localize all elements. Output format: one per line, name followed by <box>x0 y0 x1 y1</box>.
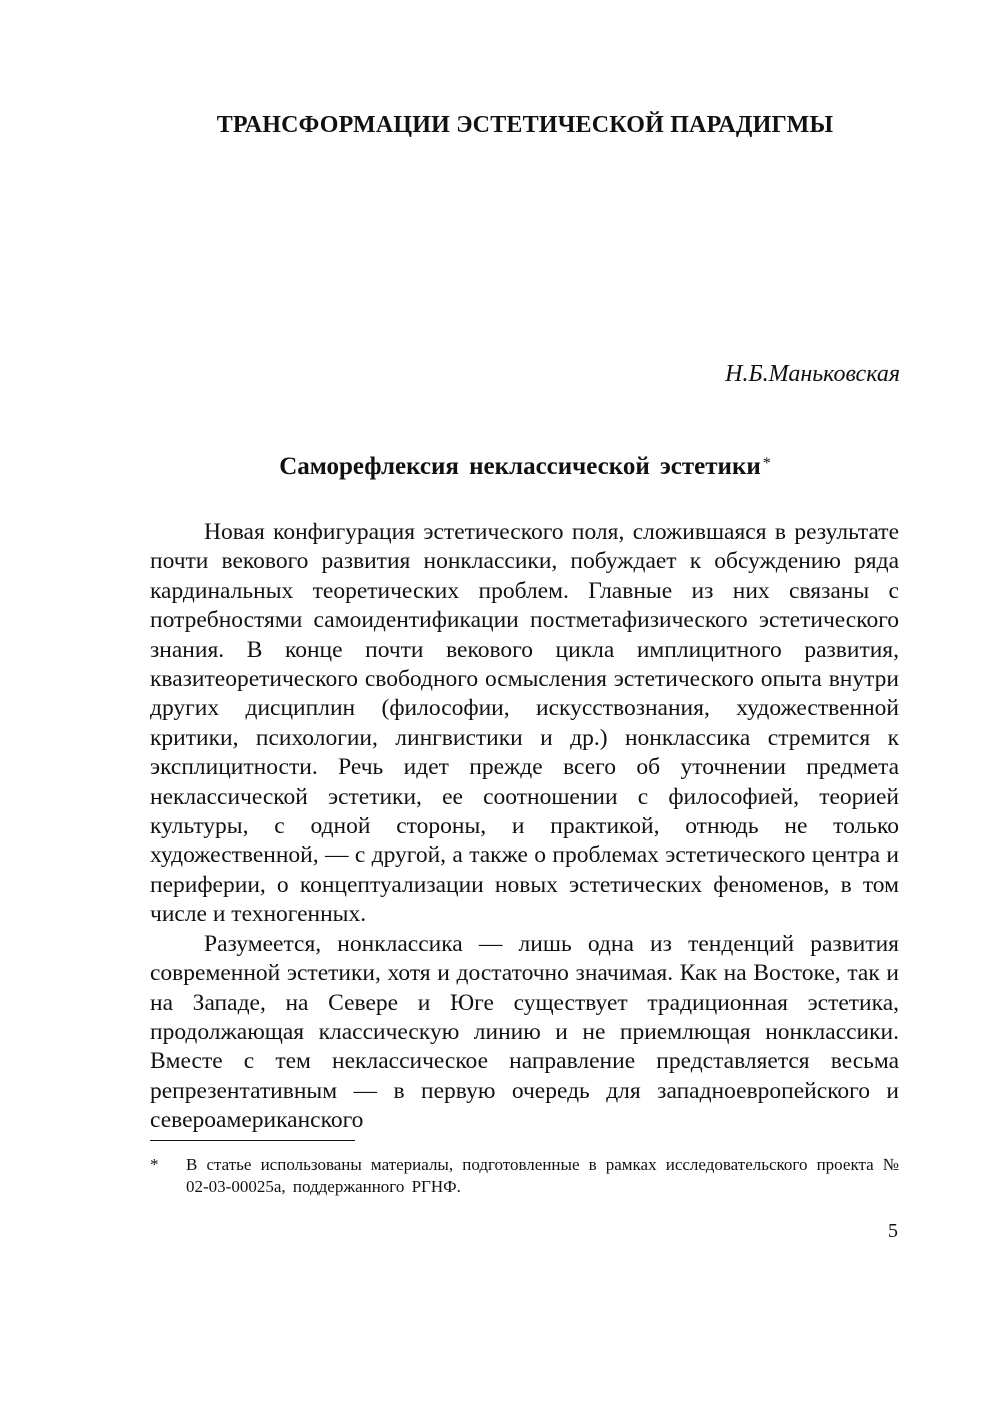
paragraph-2: Разумеется, нонклассика — лишь одна из тенденций развития современной эстетики, хотя и достаточно значимая. Как на Востоке, так и на Западе, на Севере и Юге существует традиционная эстетика, продолжающая классическую линию и не приемлющая нонклассики. Вместе с тем неклассическое направление представляется весьма репрезентативным — в первую очередь для западноевропейского и североамериканского <box>150 930 899 1134</box>
article-body <box>150 518 899 1136</box>
article-title-text: Саморефлексия неклассической эстетики <box>279 453 761 480</box>
footnote-reference-mark[interactable]: * <box>762 455 771 472</box>
section-title: ТРАНСФОРМАЦИИ ЭСТЕТИЧЕСКОЙ ПАРАДИГМЫ <box>216 112 834 138</box>
footnote-mark: * <box>150 1155 159 1174</box>
article-title <box>150 453 900 481</box>
author-name: Н.Б.Маньковская <box>725 361 900 387</box>
footnote-text: В статье использованы материалы, подготовленные в рамках исследовательского проекта № 02-03-00025а, поддержанного РГНФ. <box>186 1155 899 1196</box>
paragraph-1: Новая конфигурация эстетического поля, сложившаяся в результате почти векового развития нонклассики, побуждает к обсуждению ряда кардинальных теоретических проблем. Главные из них связаны с потребностями самоидентификации постметафизического эстетического знания. В конце почти векового цикла имплицитного развития, квазитеоретического свободного осмысления эстетического опыта внутри других дисциплин (философии, искусствознания, художественной критики, психологии, лингвистики и др.) нонклассика стремится к эксплицитности. Речь идет прежде всего об уточнении предмета неклассической эстетики, ее соотношении с философией, теорией культуры, с одной стороны, и практикой, отнюдь не только художественной, — с другой, а также о проблемах эстетического центра и периферии, о концептуализации новых эстетических феноменов, в том числе и техногенных. <box>150 519 899 928</box>
page-number: 5 <box>888 1220 898 1242</box>
footnote-divider <box>150 1140 355 1141</box>
footnote <box>150 1154 899 1198</box>
